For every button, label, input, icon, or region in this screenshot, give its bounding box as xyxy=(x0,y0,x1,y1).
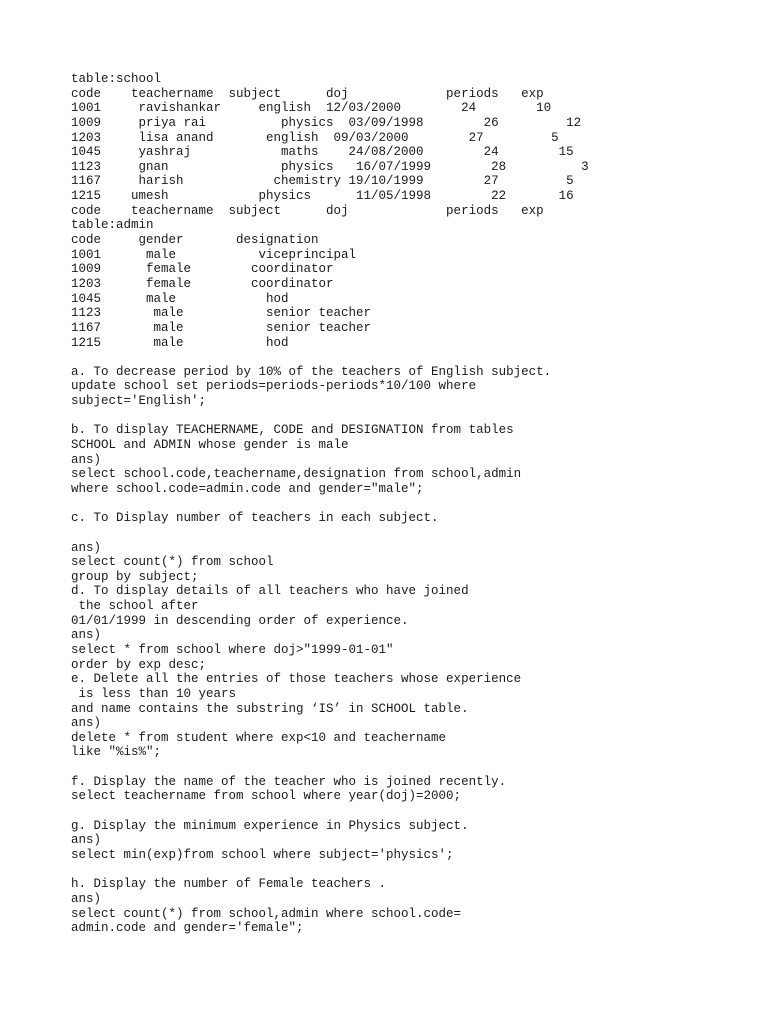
document-line xyxy=(71,497,751,512)
document-line: and name contains the substring ‘IS’ in SCHOOL table. xyxy=(71,701,469,716)
document-text xyxy=(71,72,751,936)
document-line: 1045 male hod xyxy=(71,291,289,306)
document-line: select min(exp)from school where subject='physics'; xyxy=(71,847,454,862)
document-line: c. To Display number of teachers in each subject. xyxy=(71,511,439,526)
document-line: e. Delete all the entries of those teachers whose experience xyxy=(71,672,522,687)
document-line: d. To display details of all teachers who have joined xyxy=(71,584,469,599)
document-line: ans) xyxy=(71,540,102,555)
document-line: 1203 female coordinator xyxy=(71,276,334,291)
document-line: b. To display TEACHERNAME, CODE and DESIGNATION from tables xyxy=(71,423,514,438)
document-line: ans) xyxy=(71,833,102,848)
document-line: 1215 male hod xyxy=(71,335,289,350)
document-line: 01/01/1999 in descending order of experience. xyxy=(71,613,409,628)
document-line: table:school xyxy=(71,72,162,86)
document-line: 1009 priya rai physics 03/09/1998 26 12 xyxy=(71,115,582,130)
document-line: h. Display the number of Female teachers . xyxy=(71,877,387,892)
document-line xyxy=(71,350,751,365)
document-line: update school set periods=periods-periods*10/100 where xyxy=(71,379,477,394)
document-line: ans) xyxy=(71,628,102,643)
document-line: 1215 umesh physics 11/05/1998 22 16 xyxy=(71,189,574,204)
document-line: ans) xyxy=(71,716,102,731)
document-line: SCHOOL and ADMIN whose gender is male xyxy=(71,438,349,453)
document-line: ans) xyxy=(71,891,102,906)
document-line: table:admin xyxy=(71,218,154,233)
document-line: 1203 lisa anand english 09/03/2000 27 5 xyxy=(71,130,559,145)
document-line: group by subject; xyxy=(71,569,199,584)
document-line: delete * from student where exp<10 and teachername xyxy=(71,730,447,745)
document-line: g. Display the minimum experience in Physics subject. xyxy=(71,818,469,833)
document-line: code gender designation xyxy=(71,233,319,248)
document-line: 1009 female coordinator xyxy=(71,262,334,277)
document-line: is less than 10 years xyxy=(71,686,237,701)
document-line: 1001 male viceprincipal xyxy=(71,247,357,262)
document-line: the school after xyxy=(71,599,199,614)
document-line: admin.code and gender='female"; xyxy=(71,921,304,936)
document-line: select teachername from school where year(doj)=2000; xyxy=(71,789,462,804)
document-line: subject='English'; xyxy=(71,394,207,409)
document-line: code teachername subject doj periods exp xyxy=(71,86,544,101)
document-line xyxy=(71,863,751,878)
document-line: where school.code=admin.code and gender="male"; xyxy=(71,481,424,496)
document-line: select count(*) from school,admin where school.code= xyxy=(71,906,462,921)
document-line: select count(*) from school xyxy=(71,555,274,570)
document-line: select school.code,teachername,designation from school,admin xyxy=(71,467,522,482)
document-line xyxy=(71,526,751,541)
document-line: 1167 male senior teacher xyxy=(71,320,372,335)
document-line: like "%is%"; xyxy=(71,745,162,760)
document-line: a. To decrease period by 10% of the teachers of English subject. xyxy=(71,364,552,379)
document-line xyxy=(71,409,751,424)
document-line: 1123 male senior teacher xyxy=(71,306,372,321)
document-line: 1123 gnan physics 16/07/1999 28 3 xyxy=(71,159,589,174)
document-line: 1001 ravishankar english 12/03/2000 24 10 xyxy=(71,101,552,116)
document-line: ans) xyxy=(71,452,102,467)
document-line: 1167 harish chemistry 19/10/1999 27 5 xyxy=(71,174,574,189)
document-line: order by exp desc; xyxy=(71,657,207,672)
document-line: 1045 yashraj maths 24/08/2000 24 15 xyxy=(71,145,574,160)
document-line xyxy=(71,804,751,819)
document-line: code teachername subject doj periods exp xyxy=(71,203,544,218)
document-line xyxy=(71,760,751,775)
document-line: f. Display the name of the teacher who is joined recently. xyxy=(71,774,507,789)
document-line: select * from school where doj>"1999-01-01" xyxy=(71,642,394,657)
